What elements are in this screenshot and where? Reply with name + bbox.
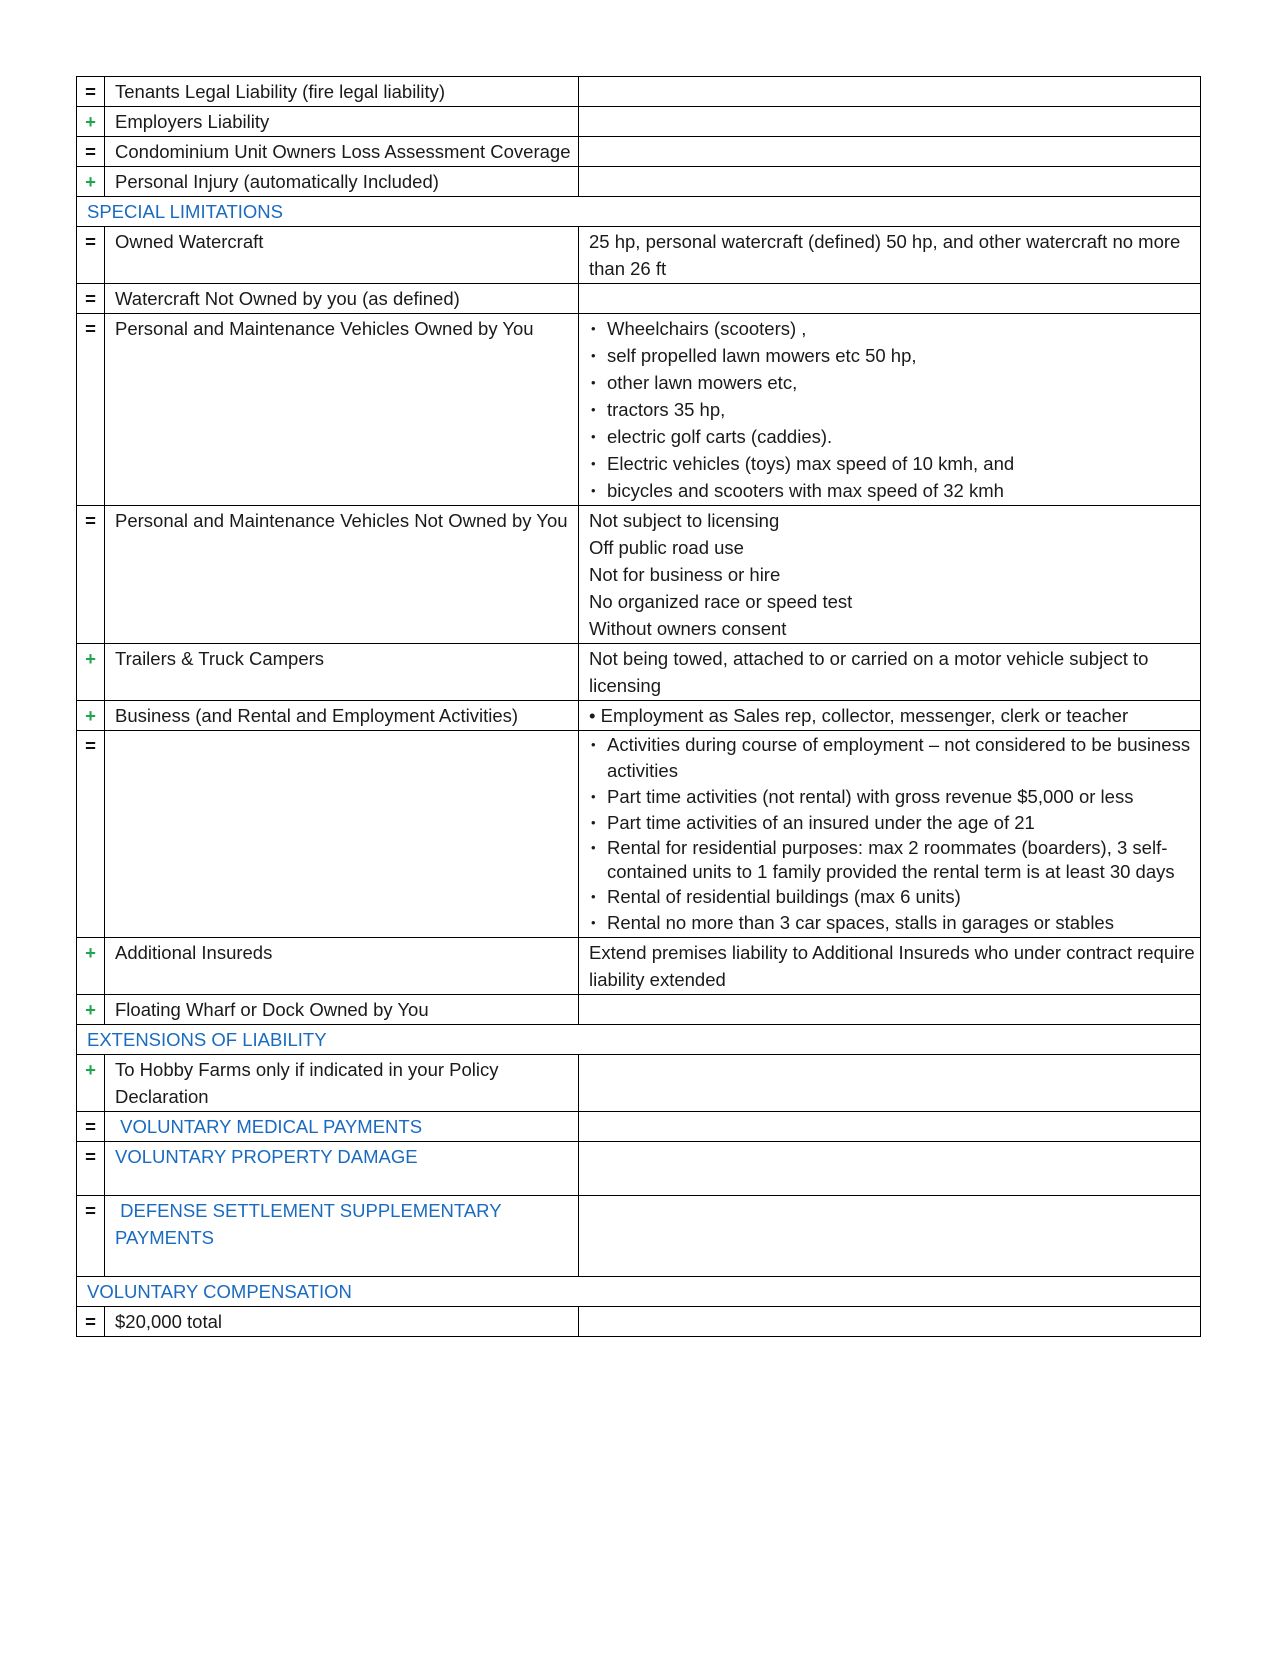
coverage-item: Personal and Maintenance Vehicles Not Owned by You <box>105 506 579 644</box>
plus-icon: + <box>77 1055 105 1112</box>
coverage-note: • Employment as Sales rep, collector, messenger, clerk or teacher <box>579 701 1201 731</box>
coverage-note: 25 hp, personal watercraft (defined) 50 hp, and other watercraft no more than 26 ft <box>579 227 1201 284</box>
section-heading-voluntary-compensation: VOLUNTARY COMPENSATION <box>77 1277 1201 1307</box>
note-line: Without owners consent <box>589 618 787 639</box>
list-item: • Electric vehicles (toys) max speed of 10 kmh, and <box>607 450 1200 477</box>
equal-icon: = <box>77 506 105 644</box>
coverage-note <box>579 1112 1201 1142</box>
coverage-note <box>579 107 1201 137</box>
coverage-note <box>579 995 1201 1025</box>
list-item: • Wheelchairs (scooters) , <box>607 315 1200 342</box>
note-line: Off public road use <box>589 537 744 558</box>
table-row <box>77 77 1201 107</box>
equal-icon: = <box>77 284 105 314</box>
table-row <box>77 107 1201 137</box>
coverage-note <box>579 167 1201 197</box>
plus-icon: + <box>77 995 105 1025</box>
section-row <box>77 1025 1201 1055</box>
plus-icon: + <box>77 644 105 701</box>
coverage-note <box>579 77 1201 107</box>
list-item: • tractors 35 hp, <box>607 396 1200 423</box>
list-item: • Activities during course of employment – not considered to be business activities <box>607 732 1200 784</box>
coverage-note <box>579 731 1201 938</box>
coverage-note <box>579 1142 1201 1196</box>
coverage-item: Owned Watercraft <box>105 227 579 284</box>
equal-icon: = <box>77 1142 105 1196</box>
table-row <box>77 1196 1201 1277</box>
coverage-item <box>105 731 579 938</box>
equal-icon: = <box>77 137 105 167</box>
coverage-note: Extend premises liability to Additional Insureds who under contract require liability extended <box>579 938 1201 995</box>
plus-icon: + <box>77 701 105 731</box>
table-row <box>77 1307 1201 1337</box>
coverage-note: Not being towed, attached to or carried on a motor vehicle subject to licensing <box>579 644 1201 701</box>
coverage-note <box>579 1307 1201 1337</box>
table-row <box>77 1112 1201 1142</box>
equal-icon: = <box>77 1307 105 1337</box>
equal-icon: = <box>77 1112 105 1142</box>
list-item: • Part time activities (not rental) with gross revenue $5,000 or less <box>607 784 1200 810</box>
coverage-heading: VOLUNTARY MEDICAL PAYMENTS <box>105 1112 579 1142</box>
section-row <box>77 197 1201 227</box>
equal-icon: = <box>77 77 105 107</box>
section-heading-special-limitations: SPECIAL LIMITATIONS <box>77 197 1201 227</box>
equal-icon: = <box>77 227 105 284</box>
coverage-note <box>579 314 1201 506</box>
coverage-item: To Hobby Farms only if indicated in your Policy Declaration <box>105 1055 579 1112</box>
table-row <box>77 644 1201 701</box>
equal-icon: = <box>77 1196 105 1277</box>
list-item: • self propelled lawn mowers etc 50 hp, <box>607 342 1200 369</box>
list-item: • Rental no more than 3 car spaces, stalls in garages or stables <box>607 910 1200 936</box>
coverage-item: Condominium Unit Owners Loss Assessment Coverage <box>105 137 579 167</box>
table-row <box>77 938 1201 995</box>
table-row <box>77 1142 1201 1196</box>
table-row <box>77 731 1201 938</box>
coverage-item: Floating Wharf or Dock Owned by You <box>105 995 579 1025</box>
table-row <box>77 995 1201 1025</box>
coverage-item: $20,000 total <box>105 1307 579 1337</box>
coverage-note <box>579 284 1201 314</box>
coverage-item: Trailers & Truck Campers <box>105 644 579 701</box>
table-row <box>77 506 1201 644</box>
section-heading-extensions-of-liability: EXTENSIONS OF LIABILITY <box>77 1025 1201 1055</box>
coverage-item: Watercraft Not Owned by you (as defined) <box>105 284 579 314</box>
plus-icon: + <box>77 107 105 137</box>
coverage-item: Business (and Rental and Employment Activities) <box>105 701 579 731</box>
section-row <box>77 1277 1201 1307</box>
list-item: • Rental of residential buildings (max 6 units) <box>607 884 1200 910</box>
note-line: Not for business or hire <box>589 564 781 585</box>
coverage-item: Tenants Legal Liability (fire legal liability) <box>105 77 579 107</box>
coverage-note <box>579 137 1201 167</box>
note-line: No organized race or speed test <box>589 591 853 612</box>
table-row <box>77 227 1201 284</box>
coverage-note <box>579 506 1201 644</box>
table-row <box>77 1055 1201 1112</box>
table-row <box>77 167 1201 197</box>
list-item: • Part time activities of an insured under the age of 21 <box>607 810 1200 836</box>
equal-icon: = <box>77 314 105 506</box>
coverage-item: Additional Insureds <box>105 938 579 995</box>
coverage-item: Personal Injury (automatically Included) <box>105 167 579 197</box>
table-row <box>77 314 1201 506</box>
coverage-heading: VOLUNTARY PROPERTY DAMAGE <box>105 1142 579 1196</box>
coverage-item: Personal and Maintenance Vehicles Owned by You <box>105 314 579 506</box>
plus-icon: + <box>77 938 105 995</box>
list-item: • Rental for residential purposes: max 2 roommates (boarders), 3 self-contained units to 1 family provided the rental term is at least 30 days <box>607 836 1200 884</box>
coverage-item: Employers Liability <box>105 107 579 137</box>
coverage-note <box>579 1055 1201 1112</box>
equal-icon: = <box>77 731 105 938</box>
list-item: • other lawn mowers etc, <box>607 369 1200 396</box>
coverage-table <box>76 76 1201 1337</box>
coverage-note <box>579 1196 1201 1277</box>
coverage-heading: DEFENSE SETTLEMENT SUPPLEMENTARY PAYMENTS <box>105 1196 579 1277</box>
bullet-list <box>589 732 1200 936</box>
bullet-list <box>589 315 1200 504</box>
note-line: Not subject to licensing <box>589 510 780 531</box>
table-row <box>77 701 1201 731</box>
table-row <box>77 284 1201 314</box>
list-item: • bicycles and scooters with max speed of 32 kmh <box>607 477 1200 504</box>
list-item: • electric golf carts (caddies). <box>607 423 1200 450</box>
table-row <box>77 137 1201 167</box>
plus-icon: + <box>77 167 105 197</box>
